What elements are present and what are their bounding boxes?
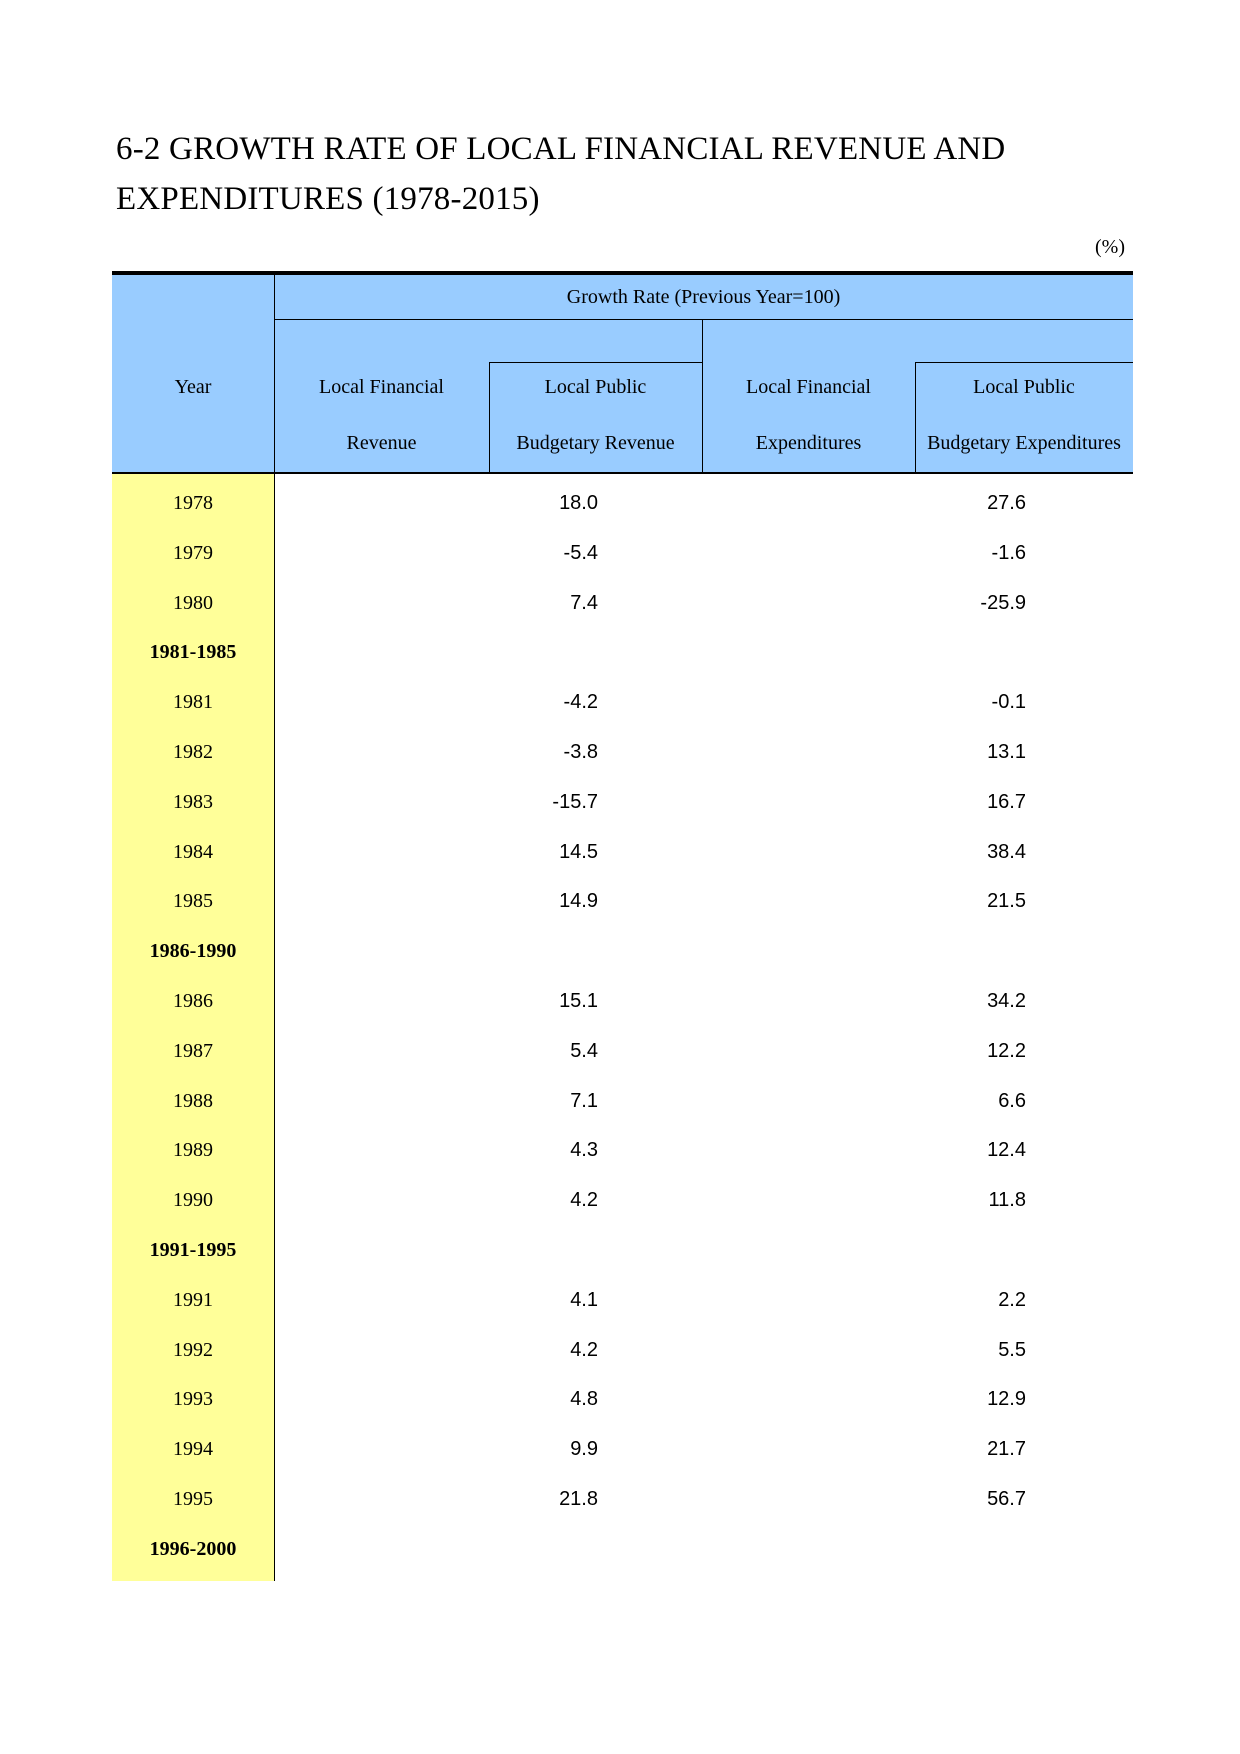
year-cell: 1985 [173, 890, 213, 913]
year-cell: 1982 [173, 741, 213, 763]
table-row [112, 627, 1133, 677]
revenue-cell: 9.9 [570, 1438, 598, 1461]
expenditures-cell: 21.5 [987, 890, 1026, 913]
expenditures-cell [702, 1524, 1026, 1574]
year-cell: 1990 [173, 1189, 213, 1212]
expenditures-cell: 38.4 [987, 840, 1026, 863]
expenditures-cell: 56.7 [987, 1488, 1026, 1510]
table-row [112, 1424, 1133, 1474]
col4-header-line2: Budgetary Expenditures [927, 432, 1121, 454]
expenditures-cell: 34.2 [987, 990, 1026, 1012]
expenditures-cell: 2.2 [998, 1288, 1026, 1311]
table-row [112, 827, 1133, 877]
table-row [112, 976, 1133, 1026]
revenue-cell: 4.8 [570, 1388, 598, 1411]
table-row [112, 578, 1133, 628]
col1-header-line2: Revenue [346, 432, 417, 454]
year-cell: 1986 [173, 990, 213, 1012]
year-cell: 1995 [173, 1488, 213, 1510]
expenditures-cell: 27.6 [987, 492, 1026, 514]
revenue-cell: 4.2 [570, 1338, 598, 1361]
table-row [112, 677, 1133, 727]
expenditures-cell [702, 1225, 1026, 1275]
year-cell: 1994 [173, 1438, 213, 1461]
expenditures-cell: 13.1 [987, 741, 1026, 763]
revenue-cell: -15.7 [552, 790, 598, 813]
period-label: 1986-1990 [149, 940, 237, 963]
year-cell: 1987 [173, 1039, 213, 1062]
year-cell: 1979 [173, 541, 213, 564]
year-cell: 1983 [173, 790, 213, 813]
revenue-cell: 21.8 [559, 1488, 598, 1510]
revenue-cell [274, 1225, 598, 1275]
year-cell: 1993 [173, 1388, 213, 1411]
revenue-cell [274, 627, 598, 677]
col3-header-line2: Expenditures [755, 432, 862, 454]
divider [274, 319, 1133, 320]
revenue-cell [274, 926, 598, 976]
period-label: 1991-1995 [149, 1239, 237, 1261]
period-label: 1981-1985 [149, 641, 237, 664]
expenditures-cell: 16.7 [987, 790, 1026, 813]
table-row [112, 1474, 1133, 1524]
table-row [112, 777, 1133, 827]
year-cell: 1989 [173, 1139, 213, 1162]
year-header: Year [174, 376, 212, 398]
year-cell: 1988 [173, 1089, 213, 1112]
table-row [112, 1374, 1133, 1424]
table-row [112, 528, 1133, 578]
expenditures-cell: 12.9 [987, 1388, 1026, 1411]
table-row [112, 1524, 1133, 1574]
revenue-cell: -4.2 [563, 691, 598, 714]
expenditures-cell: 5.5 [998, 1338, 1026, 1361]
revenue-cell [274, 1524, 598, 1574]
table-row [112, 1076, 1133, 1126]
title-line-2: EXPENDITURES (1978-2015) [116, 181, 540, 217]
expenditures-cell: -0.1 [991, 691, 1026, 714]
expenditures-cell: -1.6 [991, 541, 1026, 564]
period-label: 1996-2000 [149, 1537, 237, 1560]
revenue-cell: 4.2 [570, 1189, 598, 1212]
expenditures-cell: -25.9 [980, 591, 1026, 614]
table-row [112, 1225, 1133, 1275]
revenue-cell: 7.4 [570, 591, 598, 614]
col3-header-line1: Local Financial [746, 376, 871, 398]
group-header: Growth Rate (Previous Year=100) [566, 286, 841, 308]
revenue-cell: 14.9 [559, 890, 598, 913]
expenditures-cell: 21.7 [987, 1438, 1026, 1461]
revenue-cell: 5.4 [570, 1039, 598, 1062]
expenditures-cell: 6.6 [998, 1089, 1026, 1112]
year-cell: 1978 [173, 492, 213, 514]
col2-header-line1: Local Public [544, 376, 647, 398]
expenditures-cell: 12.4 [987, 1139, 1026, 1162]
expenditures-cell: 12.2 [987, 1039, 1026, 1062]
expenditures-cell [702, 926, 1026, 976]
expenditures-cell: 11.8 [988, 1189, 1026, 1212]
expenditures-cell [702, 627, 1026, 677]
table-row [112, 727, 1133, 777]
page-title [116, 124, 1116, 224]
year-cell: 1980 [173, 591, 213, 614]
revenue-cell: 4.1 [570, 1288, 598, 1311]
title-line-1: 6-2 GROWTH RATE OF LOCAL FINANCIAL REVENUE AND [116, 131, 1006, 167]
revenue-cell: 15.1 [559, 990, 598, 1012]
table-row [112, 1325, 1133, 1375]
col1-header-line1: Local Financial [319, 376, 444, 398]
table-row [112, 876, 1133, 926]
revenue-cell: -3.8 [563, 741, 598, 763]
col2-header-line2: Budgetary Revenue [516, 432, 675, 454]
revenue-cell: 7.1 [570, 1089, 598, 1112]
table-row [112, 1275, 1133, 1325]
revenue-cell: 18.0 [559, 492, 598, 514]
table-row [112, 1175, 1133, 1225]
revenue-cell: 14.5 [559, 840, 598, 863]
table-row [112, 1125, 1133, 1175]
revenue-cell: 4.3 [570, 1139, 598, 1162]
col4-header-line1: Local Public [973, 376, 1075, 398]
table-row [112, 926, 1133, 976]
unit-label: (%) [1095, 236, 1125, 258]
revenue-cell: -5.4 [563, 541, 598, 564]
year-cell: 1984 [173, 840, 213, 863]
table-row [112, 478, 1133, 528]
year-cell: 1991 [173, 1288, 213, 1311]
table-row [112, 1026, 1133, 1076]
year-cell: 1981 [173, 691, 213, 714]
table-header [112, 275, 1133, 472]
year-cell: 1992 [173, 1338, 213, 1361]
